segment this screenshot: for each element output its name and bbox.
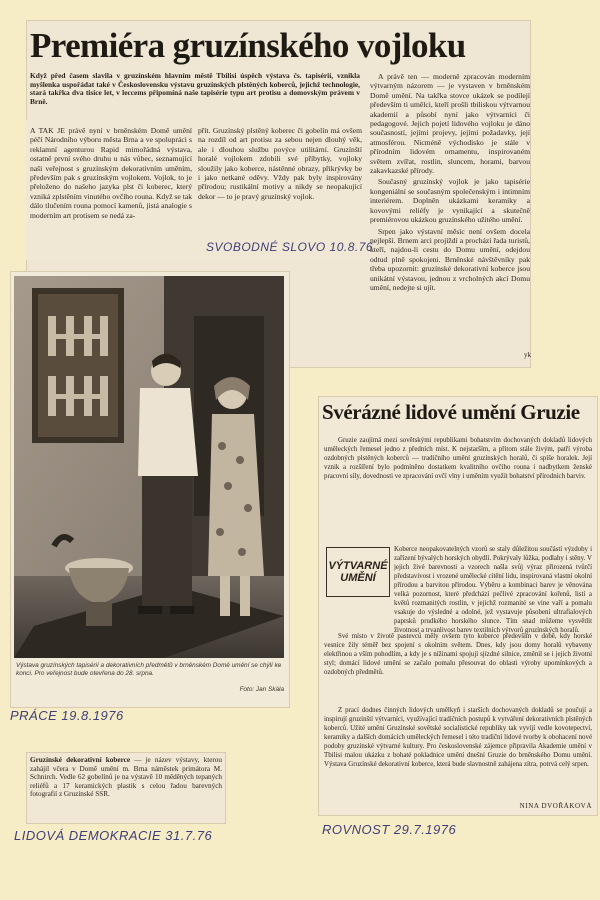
section-tag-vytvarne-umeni [326, 547, 390, 597]
exhibition-photo-graphic [14, 276, 284, 658]
rovnost-author: NINA DVOŘÁKOVÁ [519, 802, 592, 810]
article-column-1: A TAK JE právě nyní v brněnském Domě umění péčí Národního výboru města Brna a ve spolupráci s reklamní agenturou Rapid mimořádná výstava, ostatně první svého druhu u nás vůbec, seznamující naši veřejnost s gruzínským dekorativním uměním, především pak s gruzínským vojlokem. Vojlok, to je přeloženo do našeho jazyka plst či koberec, který vzniká zplstěním vinutého ovčího rouna. Když se tak dálo tlučením rouna pomocí kamenů, jistá analogie s moderním art protisem se nedá za- [30, 126, 192, 220]
rovnost-paragraph-3: Své místo v životě pastevců měly ovšem tyto koberce především v době, kdy horské vesnice žily téměř bez spojení s okolním světem. Dnes, kdy jsou domy horalů vybaveny elektřinou a vším pohodlím, a kdy je s nížinami spojují sjízdné silnice, změnil se i jejich životní styl; domácí lidové umění se začalo pomalu přesouvat do oblasti výroby upomínkových a ozdobných předmětů. [324, 633, 592, 676]
lidova-article [30, 756, 222, 822]
article-column-3 [370, 72, 530, 364]
col3-paragraph-3: Srpen jako výstavní měsíc není ovšem docela nejlepší. Brnem arci projíždí a prochází řada turistů, kteří, najdou-li cestu do Domu umění, odejdou odtud plně spokojeni. Brněnské návštěvníky pak třeba upozornit: gruzínské dekorativní koberce jsou unikátní výstavou, jednou z vrcholných akcí Domu umění, nedejte si ujít. [370, 226, 530, 292]
article-signature: yk [524, 351, 531, 359]
photo-caption: Výstava gruzínských tapisérií a dekorativních předmětů v brněnském Domě umění se chýlí ke konci. Pro veřejnost bude otevřena do 28. srpna. [16, 662, 282, 677]
col3-paragraph-1: A právě ten — moderně zpracován moderním výtvarným názorem — je vystaven v brněnském Domě umění. Na takřka stovce ukázek se podílejí především ti umělci, kteří prošli tbiliskou výtvarnou akademií a působí nyní jako výtvarníci či pedagogové. Jejich pojetí lidového vojloku je dáno současností, jejími projevy, jejími požadavky, její atmosférou. Nicméně východisko je stále v přírodním lidovém ornamentu, inspirovaném světem zvířat, rostlin, sluncem, horami, barvou zakavkazské přírody. [370, 72, 530, 176]
article-column-2: přít. Gruzínský plstěný koberec či gobelín má ovšem na rozdíl od art protisu za sebou nejen dlouhý věk, ale i dlouhou službu povýce utilitární. Gruzínští horalé vojlokem zdobili své příbytky, vojloky sloužily jako koberce, nástěnné obrazy, přikrývky be i jako netkané oděvy. Vždy pak byly inspirovány přírodou; rustikální motivy a nikdy se neopakující dekor — to je pravý gruzínský vojlok. [198, 126, 362, 201]
exhibition-photo [14, 276, 284, 658]
lidova-article-text: — je název výstavy, kterou zahájil včera v Domě umění m. Brna náměstek primátora M. Schnirch. Vedle 62 gobelínů je na výstavě 10 měděných tepaných reliéfů a 17 keramických plastik s celou řadou barevných fotografií z Gruzínské SSR. [30, 756, 222, 799]
article-lead: Když před časem slavila v gruzínském hlavním městě Tbilisi úspěch výstava čs. tapisérií, vznikla myšlenka uspořádat také v Československu výstavu gruzínských plstěných koberců, jejichž technologie, stará takřka dva tisíce let, v leccems připomíná naše tapisérie typu art protisu a domovským právem v Brně. [30, 72, 360, 106]
section-tag-label: VÝTVARNÉ UMĚNÍ [328, 560, 388, 584]
article-headline: Premiéra gruzínského vojloku [30, 26, 466, 65]
photo-credit: Foto: Jan Skála [239, 686, 284, 693]
source-note-svobodne-slovo: SVOBODNÉ SLOVO 10.8.76 [206, 240, 374, 254]
rovnost-paragraph-4: Z prací dodnes činných lidových umělkyň i starších dochovaných dokladů se poučují a inspirují gruzínští výtvarníci, využívající tradičních postupů k vytváření dekorativních plstěných koberců. Užité umění Gruzínské sovětské socialistické republiky tak vyvíjí vedle kovotepectví, keramiky a dalších domácích uměleckých řemesel i této tradiční lidové tvorby k obohacení nové podoby gruzínské výtvarné kultury. Pro československé zájemce připravila Akademie umění v Tbilisi malou ukázku z bohaté pokladnice umění dnešní Gruzie do brněnského Domu umění. Výstava Gruzínské dekorativní koberce, která bude slavnostně zahájena zítra, potrvá celý srpen. [324, 707, 592, 768]
rovnost-headline: Svérázné lidové umění Gruzie [322, 400, 580, 424]
lidova-article-lead: Gruzínské dekorativní koberce [30, 756, 131, 764]
source-note-lidova-demokracie: LIDOVÁ DEMOKRACIE 31.7.76 [14, 828, 213, 843]
source-note-rovnost: ROVNOST 29.7.1976 [322, 822, 457, 837]
col3-paragraph-2: Současný gruzínský vojlok je jako tapisérie kongeniální se současným společenským i intimním interiérem. Doplněn ukázkami keramiky a kovovými reliéfy je vynikající a skutečně premiérovou ukázkou gruzínského užitého umění. [370, 177, 530, 225]
source-note-prace: PRÁCE 19.8.1976 [10, 708, 124, 723]
rovnost-paragraph-2: Koberce neopakovatelných vzorů se staly důležitou součástí výzdoby i zařízení bývalých horských obydlí. Pokrývaly lůžka, podlahy i stěny. V jejich živé barevnosti a vzorech našla svůj výraz přirozená tvůrčí představivost i vrozené umělecké cítění lidu, inspirovaná vlastní okolní přírodou a barvitou přírodou. Výběru a kombinaci barev je věnována velká pozornost, které předchází pečlivé zpracování kořenů, listí a květů rozmanitých rostlin, v jejichž rozmanité se vine vaří a pomalu vsakuje do výsledné a odolné, jež vystavuje působení ultrafialových paprsků prudkého horského slunce. Tím snad můžeme vysvětlit životnost a trvanlivost barev textilních výtvorů gruzínských horalů. [394, 546, 592, 634]
rovnost-paragraph-1: Gruzie zaujímá mezi sovětskými republikami bohatstvím dochovaných dokladů lidových uměleckých řemesel jedno z předních míst. K nejstarším, a přitom stále živým, patří výroba ozdobných plstěných koberců — tradičního umění gruzínských horalů, či spíše horalek. Její vznik a rozšíření bylo podmíněno dostatkem kvalitního ovčího rouna i nadbytkem ženské pracovní síly, dovednosti ve zpracování ovčí vlny i uměním využít bohatství přírodních barviv. [324, 437, 592, 480]
